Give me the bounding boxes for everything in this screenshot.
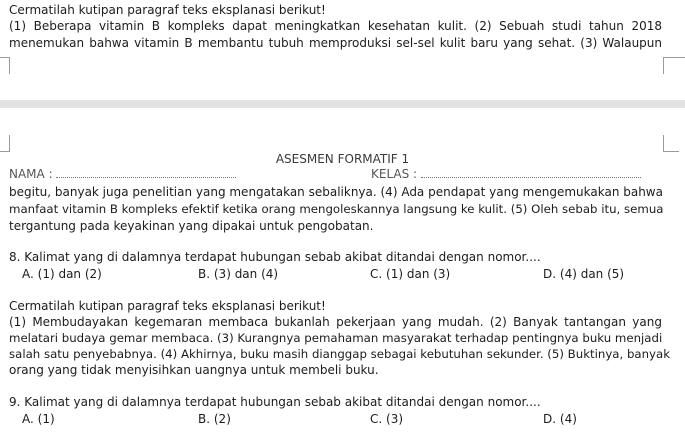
option-letter: B. (198, 412, 211, 426)
q8-option-c[interactable] (370, 266, 450, 282)
option-letter: C. (370, 267, 383, 281)
passage1-line-4: manfaat vitamin B kompleks efektif ketika orang mengoleskannya langsung ke kulit. (5) Oleh sebab itu, semua (9, 202, 664, 216)
option-text: (4) dan (5) (559, 267, 625, 281)
nama-field (9, 166, 236, 182)
passage2-line-2: melatari budaya gemar membaca. (3) Kurangnya pemahaman masyarakat terhadap pentingnya buku menjadi (9, 331, 663, 345)
passage1-line-1: (1) Beberapa vitamin B kompleks dapat meningkatkan kesehatan kulit. (2) Sebuah studi tahun 2018 (9, 19, 662, 33)
option-letter: B. (198, 267, 211, 281)
q9-option-a[interactable] (22, 411, 55, 427)
passage1-line-3: begitu, banyak juga penelitian yang mengatakan sebaliknya. (4) Ada pendapat yang mengemukakan bahwa (9, 185, 663, 199)
passage1-line-2: menemukan bahwa vitamin B membantu tubuh memproduksi sel-sel kulit baru yang sehat. (3) Walaupun (9, 36, 662, 50)
page-separator (0, 100, 685, 108)
passage1-line-5: tergantung pada keyakinan yang dipakai untuk pengobatan. (9, 219, 374, 233)
nama-label: NAMA : (9, 167, 53, 181)
option-letter: D. (543, 267, 557, 281)
passage2-line-4: orang yang tidak menyisihkan uangnya untuk membeli buku. (9, 363, 379, 377)
option-text: (1) dan (2) (37, 267, 102, 281)
option-letter: A. (22, 267, 34, 281)
q9-option-b[interactable] (198, 411, 231, 427)
option-text: (4) (559, 412, 577, 426)
nama-blank-line (56, 167, 236, 178)
passage1-instruction: Cermatilah kutipan paragraf teks eksplanasi berikut! (9, 3, 326, 17)
question-8: 8. Kalimat yang di dalamnya terdapat hubungan sebab akibat ditandai dengan nomor.... (9, 250, 541, 264)
option-text: (2) (213, 412, 231, 426)
option-letter: D. (543, 412, 557, 426)
question-9: 9. Kalimat yang di dalamnya terdapat hubungan sebab akibat ditandai dengan nomor.... (9, 395, 541, 409)
q8-option-b[interactable] (198, 266, 278, 282)
passage2-line-3: salah satu penyebabnya. (4) Akhirnya, buku masih dianggap sebagai kebutuhan sekunder. (5) Buktinya, banyak (9, 347, 671, 361)
option-text: (1) (37, 412, 55, 426)
option-text: (1) dan (3) (386, 267, 451, 281)
page-header-title: ASESMEN FORMATIF 1 (275, 152, 410, 166)
kelas-label: KELAS : (371, 167, 418, 181)
q9-option-d[interactable] (543, 411, 577, 427)
option-letter: C. (370, 412, 383, 426)
q8-option-a[interactable] (22, 266, 102, 282)
q9-option-c[interactable] (370, 411, 403, 427)
passage2-line-1: (1) Membudayakan kegemaran membaca bukanlah pekerjaan yang mudah. (2) Banyak tantangan yang (9, 315, 662, 329)
option-text: (3) dan (4) (213, 267, 279, 281)
passage2-instruction: Cermatilah kutipan paragraf teks eksplanasi berikut! (9, 299, 326, 313)
option-text: (3) (386, 412, 404, 426)
q8-option-d[interactable] (543, 266, 624, 282)
kelas-field (371, 166, 641, 182)
kelas-blank-line (421, 167, 641, 178)
option-letter: A. (22, 412, 34, 426)
